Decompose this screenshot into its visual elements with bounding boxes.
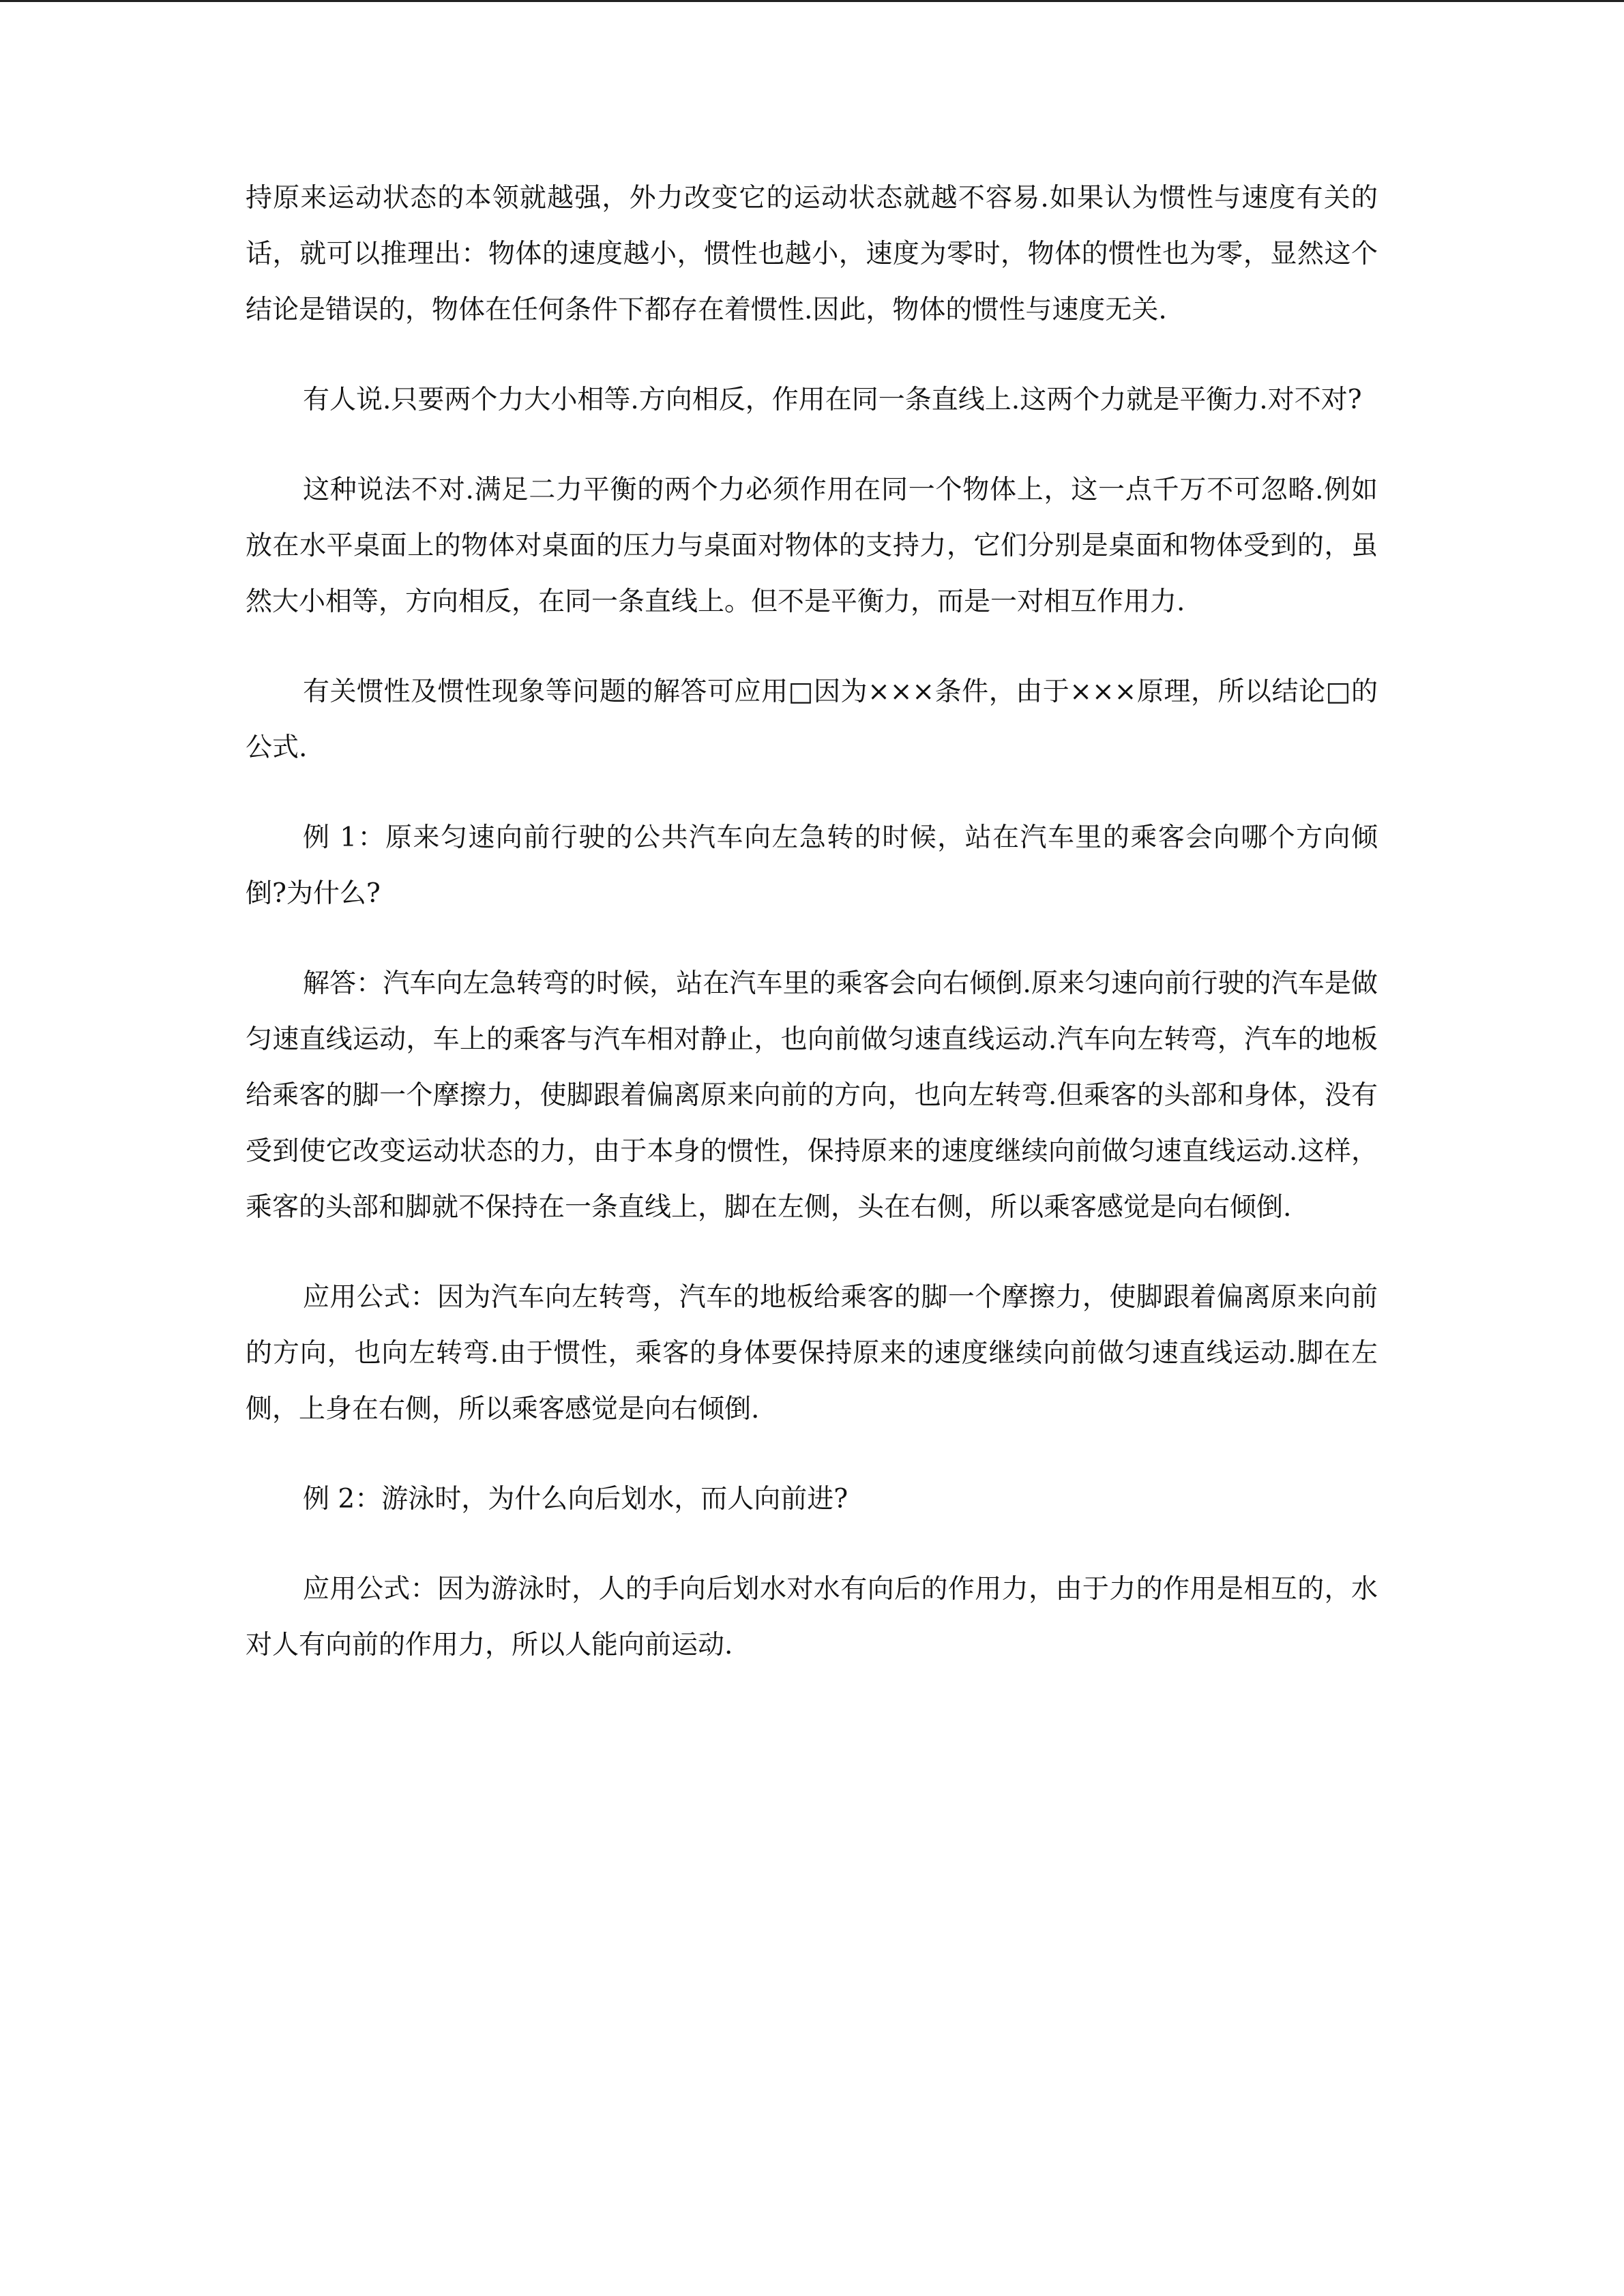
paragraph-example-1-answer: 解答：汽车向左急转弯的时候，站在汽车里的乘客会向右倾倒.原来匀速向前行驶的汽车是做匀速直线运动，车上的乘客与汽车相对静止，也向前做匀速直线运动.汽车向左转弯，汽车的地板给乘客的脚一个摩擦力，使脚跟着偏离原来向前的方向，也向左转弯.但乘客的头部和身体，没有受到使它改变运动状态的力，由于本身的惯性，保持原来的速度继续向前做匀速直线运动.这样，乘客的头部和脚就不保持在一条直线上，脚在左侧，头在右侧，所以乘客感觉是向右倾倒. [246,968,1378,1223]
paragraph-balance-question: 有人说.只要两个力大小相等.方向相反，作用在同一条直线上.这两个力就是平衡力.对不对? [303,385,1362,415]
paragraph-balance-answer: 这种说法不对.满足二力平衡的两个力必须作用在同一个物体上，这一点千万不可忽略.例如放在水平桌面上的物体对桌面的压力与桌面对物体的支持力，它们分别是桌面和物体受到的，虽然大小相等，方向相反，在同一条直线上。但不是平衡力，而是一对相互作用力. [246,475,1378,617]
paragraph-example-1-formula: 应用公式：因为汽车向左转弯，汽车的地板给乘客的脚一个摩擦力，使脚跟着偏离原来向前的方向，也向左转弯.由于惯性，乘客的身体要保持原来的速度继续向前做匀速直线运动.脚在左侧，上身在右侧，所以乘客感觉是向右倾倒. [246,1282,1378,1425]
paragraph-inertia-speed: 持原来运动状态的本领就越强，外力改变它的运动状态就越不容易.如果认为惯性与速度有关的话，就可以推理出：物体的速度越小，惯性也越小，速度为零时，物体的惯性也为零，显然这个结论是错误的，物体在任何条件下都存在着惯性.因此，物体的惯性与速度无关. [246,183,1378,325]
paragraph-formula-intro: 有关惯性及惯性现象等问题的解答可应用□因为×××条件，由于×××原理，所以结论□的公式. [246,676,1378,763]
paragraph-example-1: 例 1：原来匀速向前行驶的公共汽车向左急转的时候，站在汽车里的乘客会向哪个方向倾倒?为什么? [246,822,1378,909]
paragraph-example-2: 例 2：游泳时，为什么向后划水，而人向前进? [303,1484,848,1515]
paragraph-example-2-formula: 应用公式：因为游泳时，人的手向后划水对水有向后的作用力，由于力的作用是相互的，水对人有向前的作用力，所以人能向前运动. [246,1574,1378,1660]
document-page [246,170,1378,1708]
top-border-line [0,0,1624,2]
